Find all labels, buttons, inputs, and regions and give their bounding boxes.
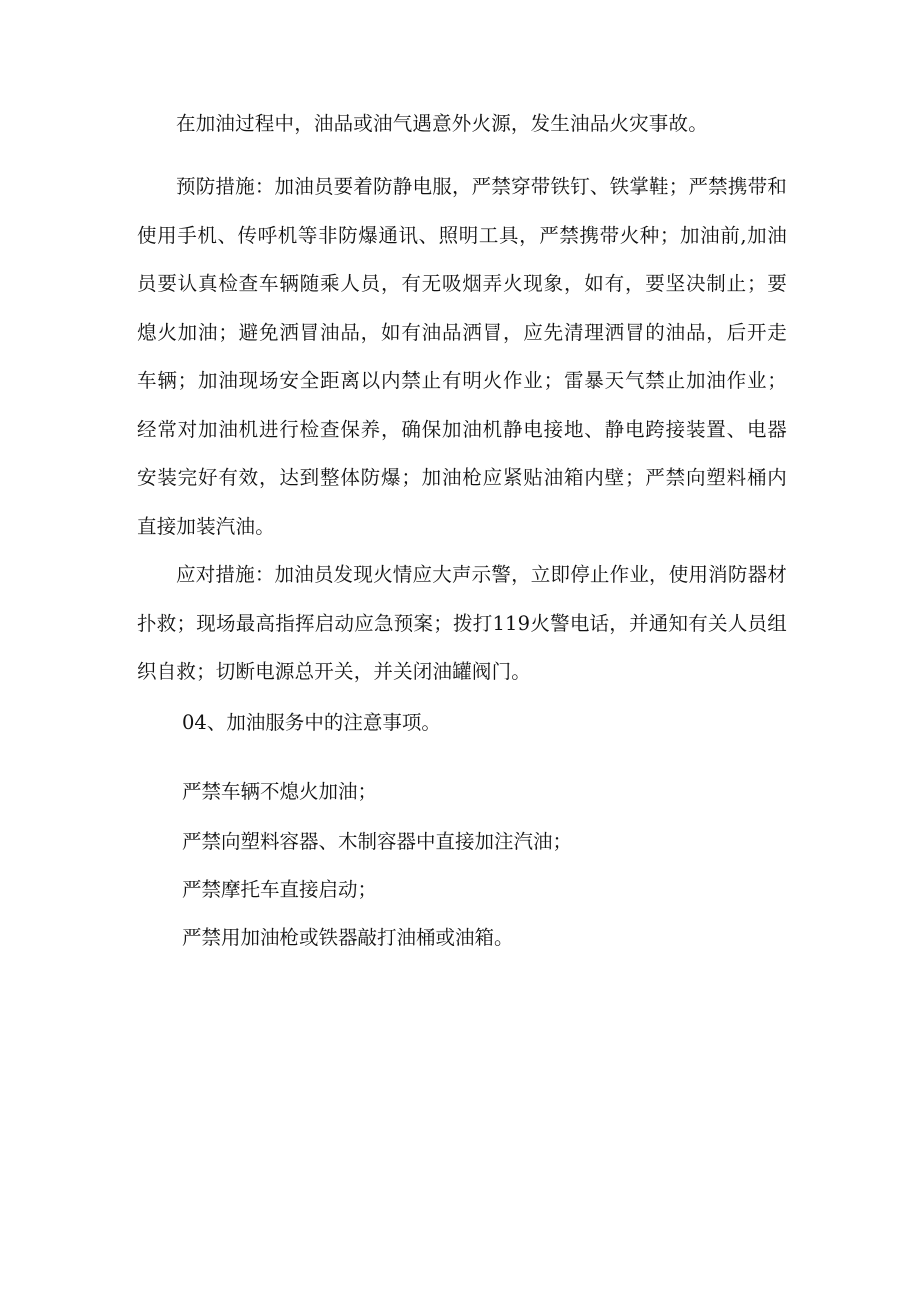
rule-item: 严禁车辆不熄火加油； (182, 780, 378, 803)
section-heading: 04、加油服务中的注意事项。 (182, 711, 441, 734)
paragraph-response-measures: 应对措施：加油员发现火情应大声示警，立即停止作业，使用消防器材扑救；现场最高指挥启动应急预案；拨打119火警电话，并通知有关人员组织自救；切断电源总开关，并关闭油罐阀门。 (137, 563, 787, 683)
paragraph-prevention-measures: 预防措施：加油员要着防静电服，严禁穿带铁钉、铁掌鞋；严禁携带和使用手机、传呼机等非防爆通讯、照明工具，严禁携带火种；加油前,加油员要认真检查车辆随乘人员，有无吸烟弄火现象，如有，要坚决制止；要熄火加油；避免洒冒油品，如有油品洒冒，应先清理洒冒的油品，后开走车辆；加油现场安全距离以内禁止有明火作业；雷暴天气禁止加油作业；经常对加油机进行检查保养，确保加油机静电接地、静电跨接装置、电器安装完好有效，达到整体防爆；加油枪应紧贴油箱内壁；严禁向塑料桶内直接加装汽油。 (137, 175, 787, 538)
rule-item: 严禁用加油枪或铁器敲打油桶或油箱。 (182, 926, 514, 949)
rule-item: 严禁摩托车直接启动； (182, 878, 378, 901)
paragraph-fire-accident: 在加油过程中，油品或油气遇意外火源，发生油品火灾事故。 (176, 112, 708, 135)
rule-item: 严禁向塑料容器、木制容器中直接加注汽油； (182, 830, 573, 853)
